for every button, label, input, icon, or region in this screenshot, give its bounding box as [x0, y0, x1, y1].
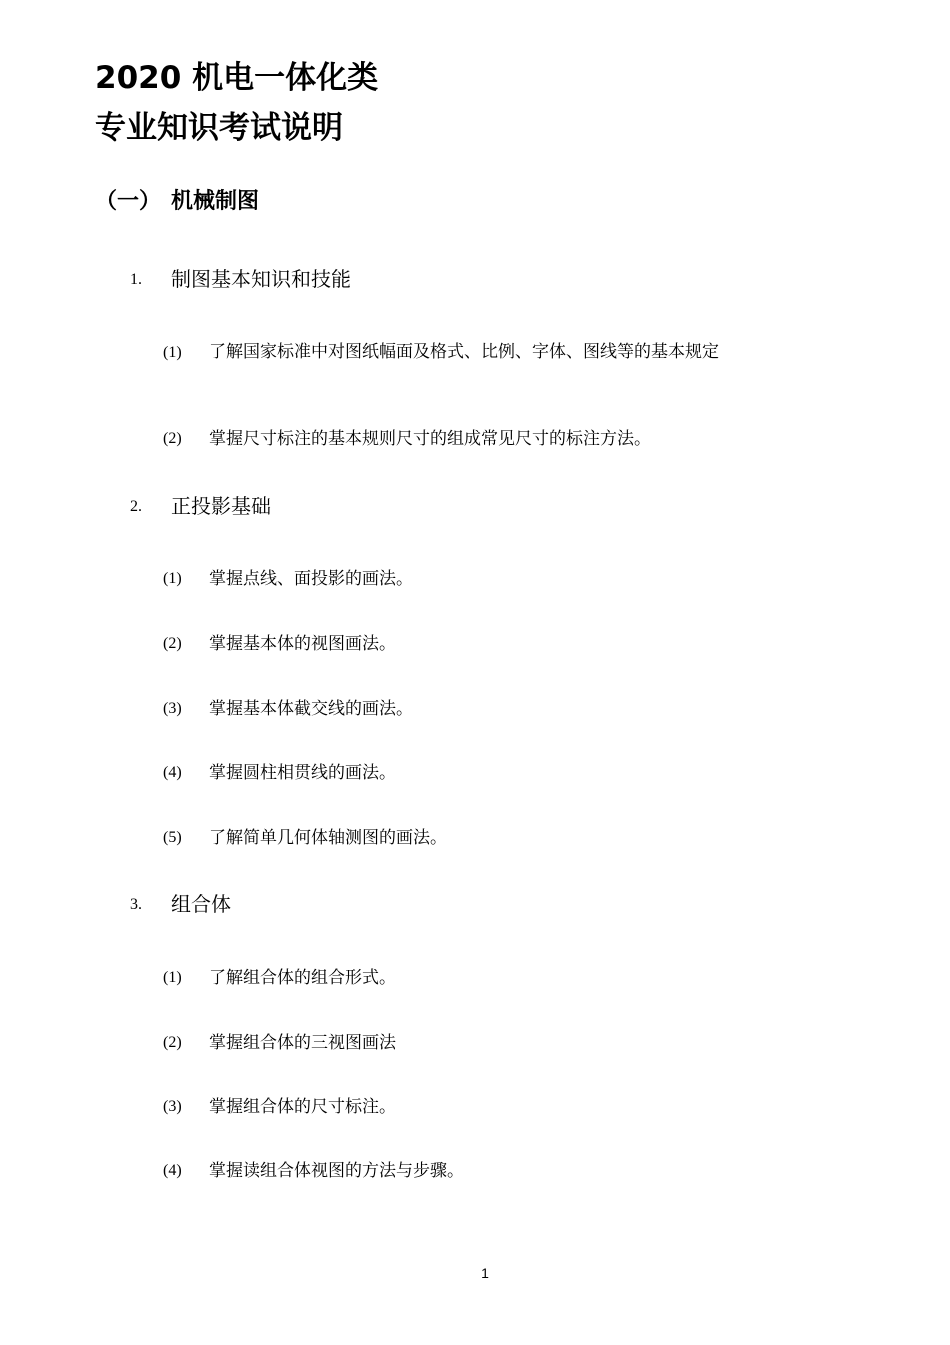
item-text: 掌握组合体的尺寸标注。	[209, 1097, 396, 1117]
item-number: (1)	[163, 344, 182, 361]
list-item	[163, 341, 763, 389]
item-text: 掌握点线、面投影的画法。	[209, 569, 413, 589]
item-text: 了解简单几何体轴测图的画法。	[209, 828, 447, 848]
item-text: 掌握读组合体视图的方法与步骤。	[209, 1161, 464, 1181]
item-text: 掌握组合体的三视图画法	[209, 1033, 396, 1053]
topic-label: 正投影基础	[171, 494, 271, 518]
section-number: （一）	[95, 189, 162, 214]
item-number: (1)	[163, 969, 182, 986]
topic-label: 制图基本知识和技能	[171, 267, 351, 291]
topic-label: 组合体	[171, 892, 231, 916]
item-number: (2)	[163, 430, 182, 447]
item-number: (2)	[163, 635, 182, 652]
item-number: (3)	[163, 1098, 182, 1115]
item-text: 掌握尺寸标注的基本规则尺寸的组成常见尺寸的标注方法。	[209, 429, 651, 449]
topic-number: 1.	[130, 271, 142, 288]
item-number: (4)	[163, 764, 182, 781]
item-text: 掌握圆柱相贯线的画法。	[209, 763, 396, 783]
item-number: (5)	[163, 829, 182, 846]
section-heading	[95, 184, 260, 220]
topic-number: 3.	[130, 896, 142, 913]
document-title-line-1: 2020 机电一体化类	[95, 60, 379, 96]
topic-number: 2.	[130, 498, 142, 515]
item-number: (1)	[163, 570, 182, 587]
item-text: 掌握基本体的视图画法。	[209, 634, 396, 654]
item-number: (4)	[163, 1162, 182, 1179]
item-number: (3)	[163, 700, 182, 717]
list-item-wrapped	[163, 341, 763, 364]
item-text: 掌握基本体截交线的画法。	[209, 699, 413, 719]
item-number: (2)	[163, 1034, 182, 1051]
document-title-line-2: 专业知识考试说明	[95, 110, 343, 146]
section-title: 机械制图	[171, 189, 260, 214]
page-number: 1	[481, 1265, 489, 1281]
item-text: 了解组合体的组合形式。	[209, 968, 396, 988]
item-text: 了解国家标准中对图纸幅面及格式、比例、字体、图线等的基本规定	[209, 342, 719, 362]
